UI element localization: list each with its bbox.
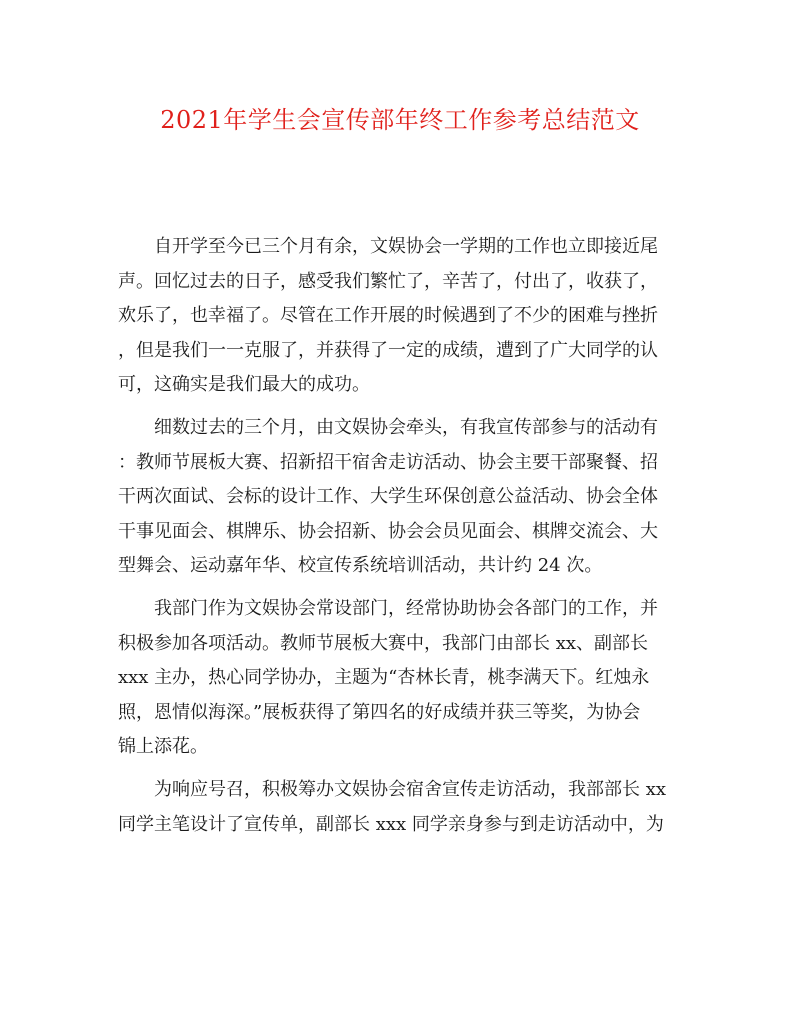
document-body [118,230,684,850]
paragraph-3 [118,592,684,765]
paragraph-line: ：教师节展板大赛、招新招干宿舍走访活动、协会主要干部聚餐、招 [118,451,658,473]
paragraph-line: 干事见面会、棋牌乐、协会招新、协会会员见面会、棋牌交流会、大 [118,520,658,542]
paragraph-line: 同学主笔设计了宣传单，副部长 xxx 同学亲身参与到走访活动中，为 [118,813,664,835]
paragraph-line: 积极参加各项活动。教师节展板大赛中，我部门由部长 xx、副部长 [118,632,649,654]
paragraph-line: 照，恩情似海深。”展板获得了第四名的好成绩并获三等奖，为协会 [118,701,641,723]
paragraph-line: 可，这确实是我们最大的成功。 [118,374,370,396]
paragraph-line: ，但是我们一一克服了，并获得了一定的成绩，遭到了广大同学的认 [118,339,658,361]
paragraph-line: 我部门作为文娱协会常设部门，经常协助协会各部门的工作，并 [154,597,658,619]
paragraph-line: xxx 主办，热心同学协办，主题为“杏林长青，桃李满天下。红烛永 [118,667,650,689]
paragraph-1 [118,230,684,403]
paragraph-line: 声。回忆过去的日子，感受我们繁忙了，辛苦了，付出了，收获了， [118,270,658,292]
paragraph-line: 细数过去的三个月，由文娱协会牵头，有我宣传部参与的活动有 [154,416,658,438]
paragraph-line: 锦上添花。 [118,736,208,758]
paragraph-line: 干两次面试、会标的设计工作、大学生环保创意公益活动、协会全体 [118,486,658,508]
paragraph-4 [118,773,684,842]
paragraph-line: 为响应号召，积极筹办文娱协会宿舍宣传走访活动，我部部长 xx [154,778,667,800]
paragraph-line: 欢乐了，也幸福了。尽管在工作开展的时候遇到了不少的困难与挫折 [118,305,658,327]
paragraph-2 [118,411,684,584]
paragraph-line: 自开学至今已三个月有余，文娱协会一学期的工作也立即接近尾 [154,236,658,257]
paragraph-line: 型舞会、运动嘉年华、校宣传系统培训活动，共计约 24 次。 [118,555,603,577]
document-title: 2021年学生会宣传部年终工作参考总结范文 [160,106,640,134]
